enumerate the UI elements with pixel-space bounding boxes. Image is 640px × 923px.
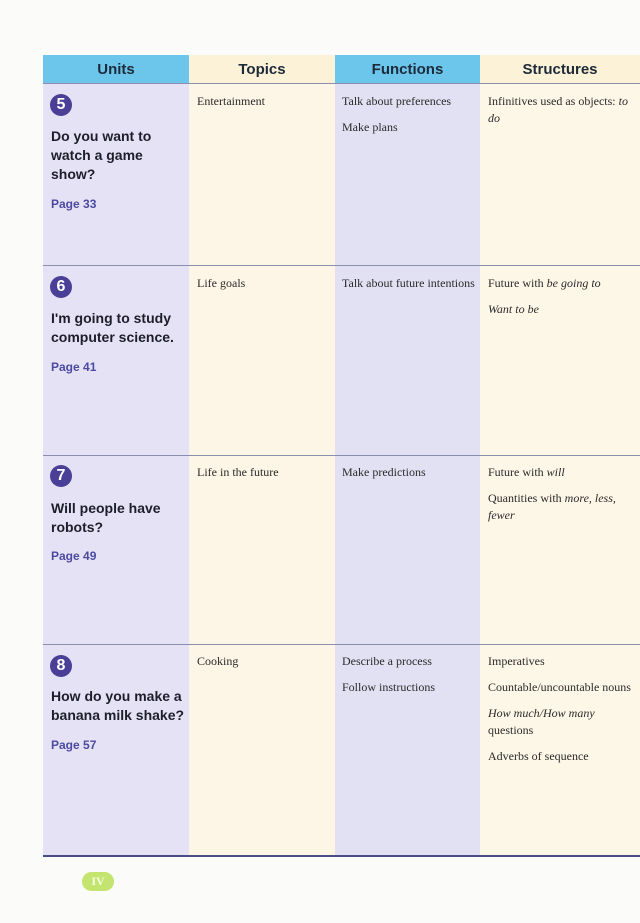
structure-item: How much/How many questions	[488, 706, 595, 737]
unit-number-badge: 6	[50, 276, 72, 298]
function-item: Talk about future intentions	[342, 276, 475, 290]
topic-cell: Cooking	[197, 654, 239, 668]
unit-title: Do you want to watch a game show?	[51, 128, 152, 182]
header-topics: Topics	[189, 55, 335, 83]
function-item: Follow instructions	[342, 680, 436, 694]
unit-number-badge: 7	[50, 465, 72, 487]
structure-item: Quantities with more, less, fewer	[488, 491, 616, 522]
header-units: Units	[43, 55, 189, 83]
topic-cell: Life in the future	[197, 465, 279, 479]
structure-item: Future with will	[488, 465, 565, 479]
header-functions: Functions	[335, 55, 480, 83]
unit-page-link[interactable]: Page 33	[51, 197, 97, 211]
unit-number-badge: 5	[50, 94, 72, 116]
structure-item: Countable/uncountable nouns	[488, 680, 631, 694]
structures-cell	[488, 93, 638, 136]
unit-number-badge: 8	[50, 655, 72, 677]
function-item: Describe a process	[342, 654, 432, 668]
structure-item: Future with be going to	[488, 276, 601, 290]
structure-item: Want to be	[488, 302, 539, 316]
structure-item: Infinitives used as objects: to do	[488, 94, 628, 125]
header-structures: Structures	[480, 55, 640, 83]
structure-item: Imperatives	[488, 654, 545, 668]
function-item: Make predictions	[342, 465, 426, 479]
function-item: Make plans	[342, 120, 398, 134]
structures-cell	[488, 275, 638, 327]
function-item: Talk about preferences	[342, 94, 452, 108]
row-divider	[43, 265, 640, 266]
page-number-badge: IV	[82, 872, 114, 891]
contents-table	[43, 55, 640, 857]
unit-title: How do you make a banana milk shake?	[51, 688, 185, 723]
unit-page-link[interactable]: Page 49	[51, 549, 97, 563]
unit-title: I'm going to study computer science.	[51, 310, 174, 345]
topic-cell: Life goals	[197, 276, 246, 290]
functions-cell	[342, 653, 476, 705]
unit-title: Will people have robots?	[51, 500, 161, 535]
structure-item: Adverbs of sequence	[488, 749, 589, 763]
row-divider	[43, 644, 640, 645]
unit-page-link[interactable]: Page 57	[51, 738, 97, 752]
structures-cell	[488, 464, 638, 533]
topic-cell: Entertainment	[197, 94, 265, 108]
table-bottom-rule	[43, 855, 640, 857]
functions-cell	[342, 93, 476, 145]
row-divider	[43, 455, 640, 456]
functions-cell	[342, 464, 476, 490]
functions-cell	[342, 275, 476, 301]
row-divider	[43, 83, 640, 84]
structures-cell	[488, 653, 638, 774]
unit-page-link[interactable]: Page 41	[51, 360, 97, 374]
